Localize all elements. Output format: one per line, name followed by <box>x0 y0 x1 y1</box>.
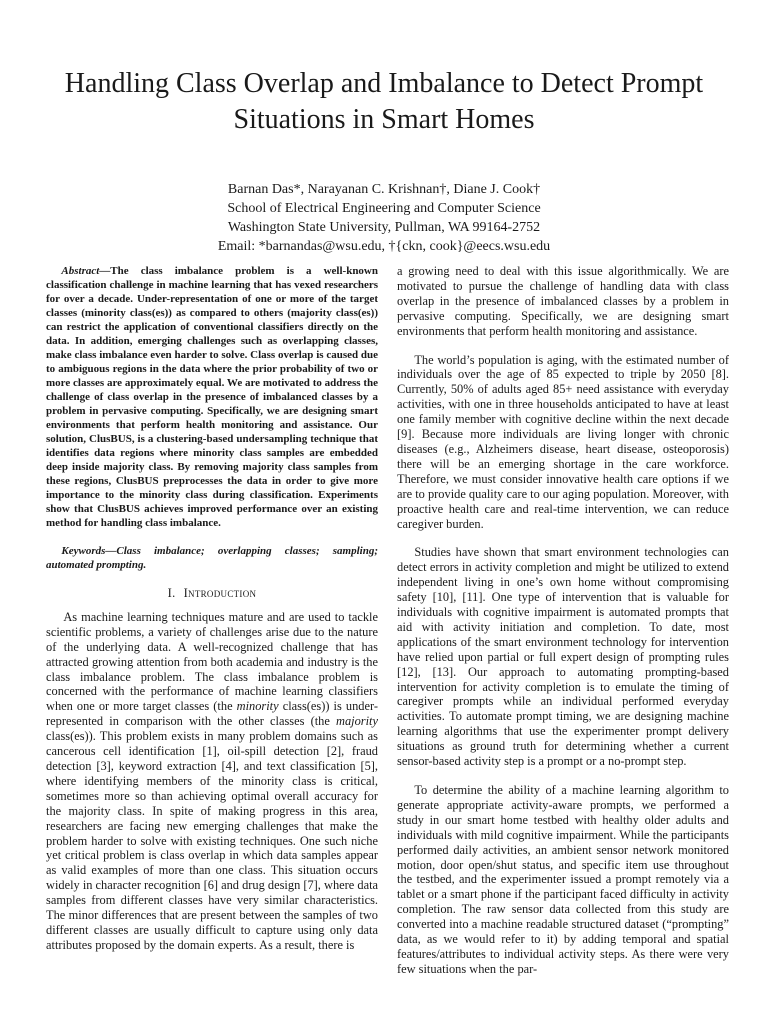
intro-text-b: class(es)) is under-represented in comparison with the other classes (the <box>46 699 378 729</box>
author-department: School of Electrical Engineering and Computer Science <box>227 201 541 216</box>
abstract-label: Abstract <box>61 265 100 277</box>
intro-em-majority: majority <box>336 714 378 729</box>
body-paragraph-2: The world’s population is aging, with the estimated number of individuals over the age of 85 expected to triple by 2050 [8]. Currently, 50% of adults aged 85+ need assistance with everyday activities, with one in three households anticipated to have at least one family member with cognitive decline within the next decade [9]. Because more individuals are living longer with chronic diseases (e.g., Alzheimers disease, heart disease, osteoporosis) there will be an emerging shortage in the care workforce. Therefore, we must consider innovative health care options if we are to provide quality care to our aging population. Moreover, with proactive health care and real-time intervention, we can reduce caregiver burden. <box>397 352 729 531</box>
paper-title: Handling Class Overlap and Imbalance to Detect Prompt Situations in Smart Homes <box>64 68 704 135</box>
section-heading <box>46 586 378 601</box>
intro-text-a: As machine learning techniques mature and are used to tackle scientific problems, a variety of challenges arise due to the nature of the underlying data. A well-recognized challenge that has attracted growing attention from both academia and industry is the class imbalance problem. The class imbalance problem is concerned with the performance of machine learning classifiers when one or more target classes (the <box>46 609 378 714</box>
intro-em-minority: minority <box>236 699 279 714</box>
body-paragraph-3: Studies have shown that smart environment technologies can detect errors in activity completion and might be utilized to extend independent living in one’s own home without compromising safety [10], [11]. One type of intervention that is valuable for individuals with cognitive impairment is automated prompts that aid with activity initiation and completion. To date, most applications of the smart environment technology for intervention have relied upon partial or full expert design of prompting rules [12], [13]. Our approach to automating prompting-based intervention for activity completion is to emulate the timing of caregiver prompts while an individual performed everyday activities. To automate prompt timing, we are designing machine learning algorithms that use the experimenter prompt delivery situations as ground truth for determining whether a current sensor-based activity step is a prompt or a no-prompt step. <box>397 545 729 769</box>
author-names: Barnan Das*, Narayanan C. Krishnan†, Diane J. Cook† <box>227 182 541 197</box>
keywords: Keywords—Class imbalance; overlapping classes; sampling; automated prompting. <box>46 545 378 571</box>
abstract-text: —The class imbalance problem is a well-known classification challenge in machine learning that has vexed researchers for over a decade. Under-representation of one or more of the target classes (minority class(es)) as compared to others (majority class(es)) can restrict the application of conventional classifiers directly on the data. In addition, emerging challenges such as overlapping classes, make class imbalance even harder to solve. Class overlap is caused due to ambiguous regions in the data where the prior probability of two or more classes are approximately equal. We are motivated to address the challenge of class overlap in the presence of imbalanced classes by a problem in pervasive computing. Specifically, we are designing smart environments that perform health monitoring and assistance. Our solution, ClusBUS, is a clustering-based undersampling technique that identifies data regions where minority class samples are embedded deep inside majority class. By removing majority class samples from these regions, ClusBUS preprocesses the data in order to give more importance to the minority class during classification. Experiments show that ClusBUS achieves improved performance over an existing method for handling class imbalance. <box>46 265 378 529</box>
body-paragraph-1: a growing need to deal with this issue algorithmically. We are motivated to pursue the challenge of handling data with class overlap in the presence of imbalanced classes by a problem in pervasive computing. Specifically, we are designing smart environments that perform health monitoring and assistance. <box>397 264 729 338</box>
abstract <box>46 264 378 530</box>
section-number: I. <box>167 586 176 600</box>
section-title: Introduction <box>183 586 257 600</box>
author-block <box>40 180 728 256</box>
body-paragraph-4: To determine the ability of a machine learning algorithm to generate appropriate activity-aware prompts, we performed a study in our smart home testbed with healthy older adults and individuals with mild cognitive impairment. While the participants performed daily activities, an ambient sensor network monitored motion, door open/shut status, and specific item use throughout the testbed, and the experimenter issued a prompt remotely via a tablet or a smart phone if the participant faced difficulty in activity completion. The raw sensor data collected from this study are converted into a machine readable structured dataset (“prompting” data, as we would refer to it) by adding temporal and spatial features/attributes to individual activity steps. As there were very few situations when the par- <box>397 783 729 976</box>
author-email: Email: *barnandas@wsu.edu, †{ckn, cook}@eecs.wsu.edu <box>217 239 551 254</box>
intro-text-c: class(es)). This problem exists in many problem domains such as cancerous cell identification [1], oil-spill detection [2], fraud detection [3], keyword extraction [4], and text classification [5], where identifying members of the minority class is critical, sometimes more so than achieving optimal overall accuracy for the majority class. In spite of making progress in this area, researchers are facing new emerging challenges that make the problem harder to solve with existing techniques. One such niche yet critical problem is class overlap in which data samples appear as valid examples of more than one class. This situation occurs widely in character recognition [6] and drug design [7], where data samples from different classes have very similar characteristics. The minor differences that are present between the samples of two different classes are usually difficult to capture using only data attributes proposed by the domain experts. As a result, there is <box>46 729 379 952</box>
left-column <box>46 264 378 967</box>
author-university: Washington State University, Pullman, WA 99164-2752 <box>227 220 541 235</box>
right-column <box>397 264 729 991</box>
intro-paragraph <box>46 610 378 953</box>
